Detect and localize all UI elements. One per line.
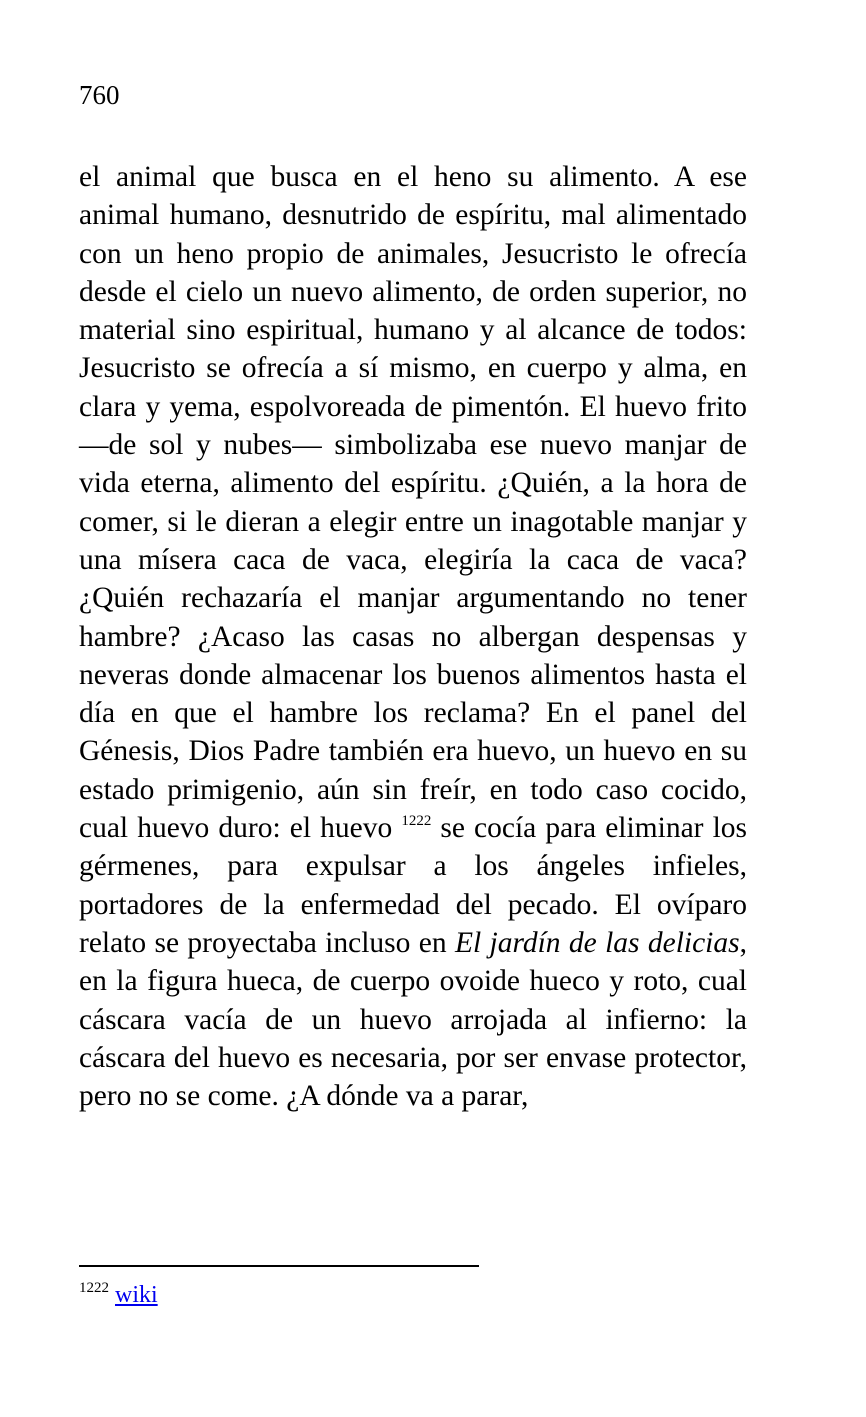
footnote-divider: [79, 1265, 479, 1267]
page-number: 760: [79, 80, 120, 110]
footnote-reference: 1222: [401, 813, 432, 830]
body-text-part-2: se cocía para eliminar los gérmenes, para expulsar a los ángeles infieles, portadores de la enfermedad del pecado. El ovíparo relato se proyectaba incluso en: [79, 812, 748, 959]
body-paragraph: [79, 158, 747, 1115]
footnote-wiki-link[interactable]: wiki: [115, 1282, 158, 1308]
footnote-number: 1222: [79, 1280, 109, 1296]
footnote: [79, 1280, 158, 1310]
italic-work-title: El jardín de las delicias: [454, 926, 740, 959]
body-text-part-3: , en la figura hueca, de cuerpo ovoide hueco y roto, cual cáscara vacía de un huevo arrojada al infierno: la cáscara del huevo es necesaria, por ser envase protector, pero no se come. ¿A dónde va a parar,: [79, 926, 747, 1113]
body-text-part-1: el animal que busca en el heno su alimento. A ese animal humano, desnutrido de espíritu, mal alimentado con un heno propio de animales, Jesucristo le ofrecía desde el cielo un nuevo alimento, de orden superior, no material sino espiritual, humano y al alcance de todos: Jesucristo se ofrecía a sí mismo, en cuerpo y alma, en clara y yema, espolvoreada de pimentón. El huevo frito —de sol y nubes— simbolizaba ese nuevo manjar de vida eterna, alimento del espíritu. ¿Quién, a la hora de comer, si le dieran a elegir entre un inagotable manjar y una mísera caca de vaca, elegiría la caca de vaca? ¿Quién rechazaría el manjar argumentando no tener hambre? ¿Acaso las casas no albergan despensas y neveras donde almacenar los buenos alimentos hasta el día en que el hambre los reclama? En el panel del Génesis, Dios Padre también era huevo, un huevo en su estado primigenio, aún sin freír, en todo caso cocido, cual huevo duro: el huevo: [79, 161, 747, 845]
